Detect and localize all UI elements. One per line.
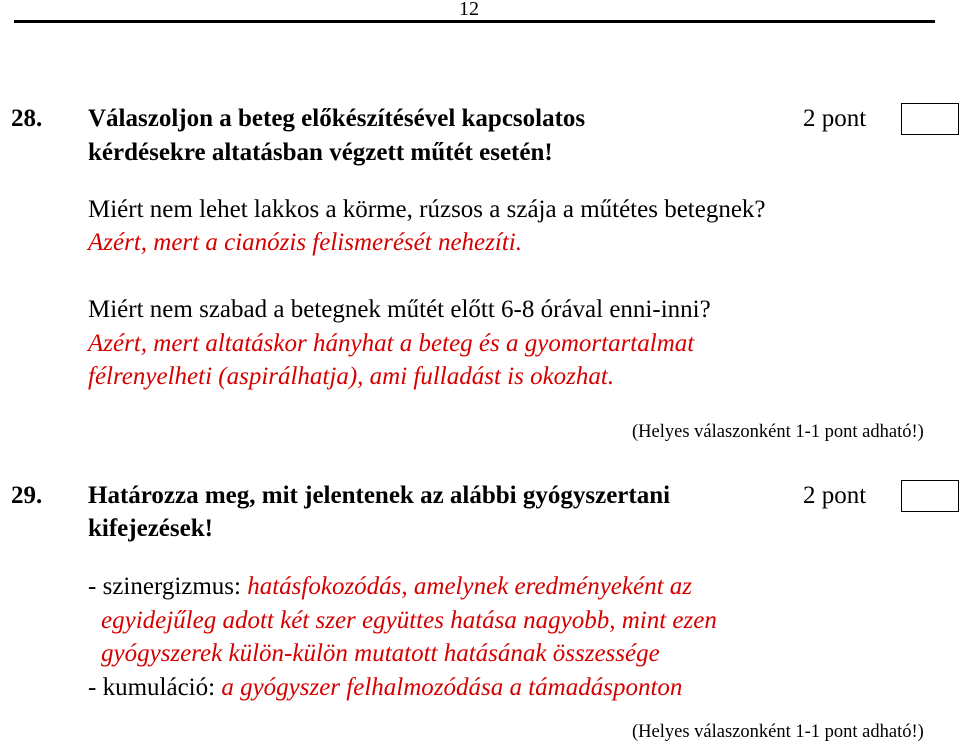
question-28-item1-question: Miért nem lehet lakkos a körme, rúzsos a szája a műtétes betegnek? <box>88 196 766 223</box>
question-28-score-box[interactable] <box>901 103 959 135</box>
page-number: 12 <box>459 0 479 20</box>
question-28-title-line1: Válaszoljon a beteg előkészítésével kapcsolatos <box>88 105 586 132</box>
question-29-term2-answer: a gyógyszer felhalmozódása a támadásponton <box>221 674 683 701</box>
header-rule <box>14 20 935 23</box>
question-28-item1-answer: Azért, mert a cianózis felismerését nehezíti. <box>88 229 522 256</box>
question-28-points: 2 pont <box>803 105 867 132</box>
question-28-title-line2: kérdésekre altatásban végzett műtét esetén! <box>88 139 553 166</box>
question-29-term2-label: - kumuláció: <box>88 674 222 701</box>
question-28-number: 28. <box>11 105 43 132</box>
question-29-title-line2: kifejezések! <box>88 515 213 542</box>
question-29-term1-answer-line1: hatásfokozódás, amelynek eredményeként az <box>247 573 692 600</box>
question-28-scoring-note: (Helyes válaszonként 1-1 pont adható!) <box>632 422 924 442</box>
question-29-number: 29. <box>11 482 43 509</box>
question-29-score-box[interactable] <box>901 480 959 512</box>
question-29-scoring-note: (Helyes válaszonként 1-1 pont adható!) <box>632 722 924 742</box>
question-29-term1-label: - szinergizmus: <box>88 573 248 600</box>
question-29-term1 <box>88 573 692 601</box>
question-29-term1-answer-line3: gyógyszerek külön-külön mutatott hatásának összessége <box>101 640 660 667</box>
question-28-item2-answer-line1: Azért, mert altatáskor hányhat a beteg és a gyomortartalmat <box>88 330 695 357</box>
question-29-points: 2 pont <box>803 482 867 509</box>
question-29-term1-answer-line2: egyidejűleg adott két szer együttes hatása nagyobb, mint ezen <box>101 607 717 634</box>
question-29-term2 <box>88 674 682 702</box>
question-28-item2-question: Miért nem szabad a betegnek műtét előtt 6-8 órával enni-inni? <box>88 296 711 323</box>
question-29-title-line1: Határozza meg, mit jelentenek az alábbi gyógyszertani <box>88 482 671 509</box>
question-28-item2-answer-line2: félrenyelheti (aspirálhatja), ami fulladást is okozhat. <box>88 363 615 390</box>
